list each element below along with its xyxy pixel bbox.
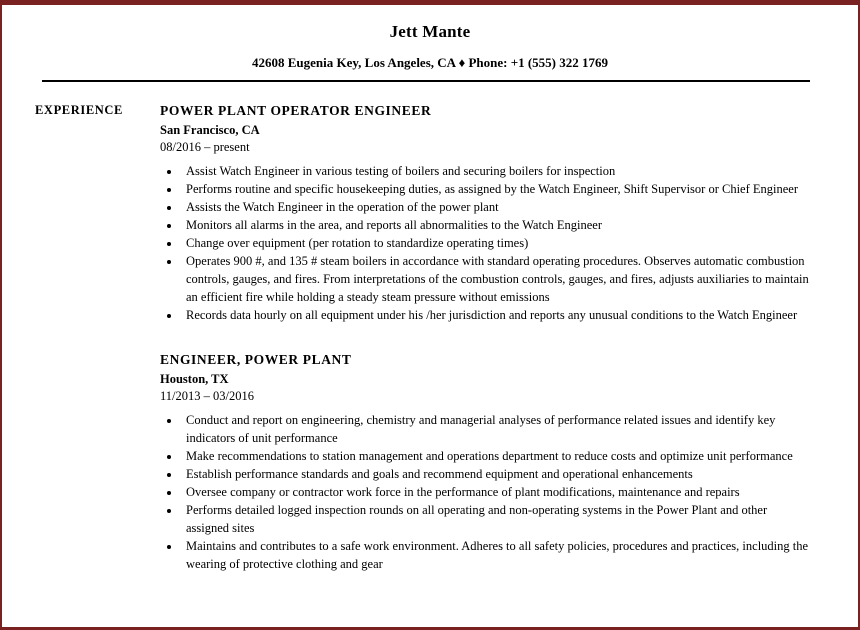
bullet-item: • Make recommendations to station management and operations department to reduce costs and optimize unit performance — [181, 447, 813, 465]
job-title: POWER PLANT OPERATOR ENGINEER — [160, 103, 432, 118]
bullet-item: • Maintains and contributes to a safe work environment. Adheres to all safety policies, procedures and practices, including the wearing of protective clothing and gear — [181, 537, 813, 573]
bullet-item: • Operates 900 #, and 135 # steam boilers in accordance with standard operating procedures. Observes automatic combustion controls, gauges, and fires. From interpretations of the combustion controls, gauges, and fires, adjusts auxiliaries to maintain an efficient fire while holding a steady steam pressure without emissions — [181, 252, 813, 306]
section-label-column — [2, 103, 160, 573]
job-entry-2 — [160, 352, 813, 573]
bullet-item: • Change over equipment (per rotation to standardize operating times) — [181, 234, 813, 252]
bullet-item: • Assists the Watch Engineer in the operation of the power plant — [181, 198, 813, 216]
bullet-item: • Performs detailed logged inspection rounds on all operating and non-operating systems in the Power Plant and other assigned sites — [181, 501, 813, 537]
bullet-item: • Monitors all alarms in the area, and reports all abnormalities to the Watch Engineer — [181, 216, 813, 234]
job-entry-1 — [160, 103, 813, 324]
job-location: Houston, TX — [160, 372, 229, 386]
resume-header — [2, 22, 858, 82]
job-dates: 08/2016 – present — [160, 140, 250, 154]
job-dates: 11/2013 – 03/2016 — [160, 389, 254, 403]
experience-content-column — [160, 103, 858, 573]
bullet-item: • Establish performance standards and goals and recommend equipment and operational enhancements — [181, 465, 813, 483]
bullet-item: • Assist Watch Engineer in various testing of boilers and securing boilers for inspection — [181, 162, 813, 180]
job-bullet-list — [160, 411, 813, 573]
header-rule — [42, 80, 810, 82]
bullet-item: • Records data hourly on all equipment under his /her jurisdiction and reports any unusual conditions to the Watch Engineer — [181, 306, 813, 324]
job-location: San Francisco, CA — [160, 123, 260, 137]
job-title: ENGINEER, POWER PLANT — [160, 352, 352, 367]
experience-section-label: EXPERIENCE — [35, 103, 123, 117]
job-bullet-list — [160, 162, 813, 324]
bullet-item: • Conduct and report on engineering, chemistry and managerial analyses of performance related issues and identify key indicators of unit performance — [181, 411, 813, 447]
contact-line: 42608 Eugenia Key, Los Angeles, CA ♦ Phone: +1 (555) 322 1769 — [251, 55, 609, 70]
resume-body — [2, 103, 858, 573]
resume-name: Jett Mante — [389, 22, 471, 41]
bullet-item: • Performs routine and specific housekeeping duties, as assigned by the Watch Engineer, Shift Supervisor or Chief Engineer — [181, 180, 813, 198]
bullet-item: • Oversee company or contractor work force in the performance of plant modifications, maintenance and repairs — [181, 483, 813, 501]
